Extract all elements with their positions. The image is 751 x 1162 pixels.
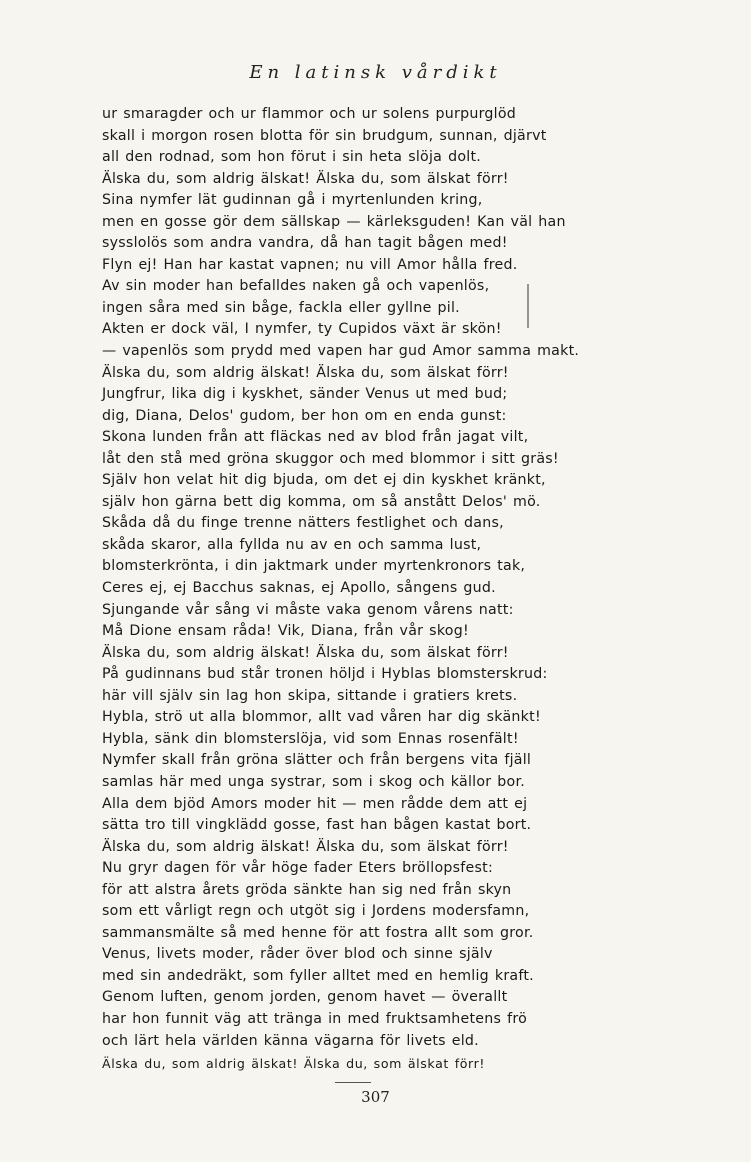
poem-line: samlas här med unga systrar, som i skog och källor bor. — [102, 773, 526, 790]
margin-mark — [527, 284, 529, 328]
poem-line: men en gosse gör dem sällskap — kärleksguden! Kan väl han — [102, 213, 566, 230]
poem-line: Akten er dock väl, I nymfer, ty Cupidos växt är skön! — [102, 321, 502, 338]
poem-line: Sina nymfer lät gudinnan gå i myrtenlunden kring, — [102, 192, 483, 209]
poem-line: ingen såra med sin båge, fackla eller gyllne pil. — [102, 299, 460, 316]
poem-line: och lärt hela världen känna vägarna för livets eld. — [102, 1032, 479, 1049]
poem-line: dig, Diana, Delos' gudom, ber hon om en enda gunst: — [102, 407, 507, 424]
poem-line: sammansmälte så med henne för att fostra allt som gror. — [102, 924, 534, 941]
poem-line: ur smaragder och ur flammor och ur solens purpurglöd — [102, 106, 517, 122]
poem-line: Genom luften, genom jorden, genom havet — överallt — [102, 989, 508, 1006]
poem-line: har hon funnit väg att tränga in med fruktsamhetens frö — [102, 1010, 528, 1027]
poem-line: låt den stå med gröna skuggor och med blommor i sitt gräs! — [102, 450, 559, 467]
poem-line: här vill själv sin lag hon skipa, sittande i gratiers krets. — [102, 687, 518, 704]
poem-line: sätta tro till vingklädd gosse, fast han bågen kastat bort. — [102, 817, 532, 834]
poem-line: Hybla, strö ut alla blommor, allt vad våren har dig skänkt! — [102, 709, 541, 726]
poem-line: Venus, livets moder, råder över blod och sinne själv — [102, 946, 493, 963]
poem-line: Älska du, som aldrig älskat! Älska du, som älskat förr! — [102, 170, 509, 187]
poem-line: Älska du, som aldrig älskat! Älska du, som älskat förr! — [102, 644, 509, 661]
poem-body — [102, 104, 742, 1075]
running-title: En latinsk vårdikt — [249, 62, 502, 83]
poem-line: som ett vårligt regn och utgöt sig i Jordens modersfamn, — [102, 903, 530, 920]
page-number: 307 — [361, 1088, 390, 1106]
poem-line: för att alstra årets gröda sänkte han sig ned från skyn — [102, 881, 512, 898]
poem-line: Må Dione ensam råda! Vik, Diana, från vår skog! — [102, 623, 469, 640]
poem-line: Ceres ej, ej Bacchus saknas, ej Apollo, sångens gud. — [102, 580, 496, 597]
poem-line: — vapenlös som prydd med vapen har gud Amor samma makt. — [102, 343, 580, 360]
poem-line: Älska du, som aldrig älskat! Älska du, som älskat förr! — [102, 1056, 486, 1072]
poem-line: Flyn ej! Han har kastat vapnen; nu vill Amor hålla fred. — [102, 256, 518, 273]
poem-line: skåda skaror, alla fyllda nu av en och samma lust, — [102, 536, 482, 553]
poem-line: Hybla, sänk din blomsterslöja, vid som Ennas rosenfält! — [102, 730, 519, 747]
poem-line: själv hon gärna bett dig komma, om så anstått Delos' mö. — [102, 493, 541, 510]
poem-line: med sin andedräkt, som fyller alltet med en hemlig kraft. — [102, 967, 534, 984]
poem-line: På gudinnans bud står tronen höljd i Hyblas blomsterskrud: — [102, 666, 548, 683]
poem-line: Av sin moder han befalldes naken gå och vapenlös, — [102, 278, 490, 295]
poem-line: Älska du, som aldrig älskat! Älska du, som älskat förr! — [102, 838, 509, 855]
poem-line: sysslolös som andra vandra, då han tagit bågen med! — [102, 235, 508, 252]
poem-line: Jungfrur, lika dig i kyskhet, sänder Venus ut med bud; — [102, 386, 508, 403]
poem-line: Skåda då du finge trenne nätters festlighet och dans, — [102, 515, 504, 532]
poem-line: skall i morgon rosen blotta för sin brudgum, sunnan, djärvt — [102, 127, 547, 144]
poem-line: Skona lunden från att fläckas ned av blod från jagat vilt, — [102, 429, 529, 446]
poem-line: all den rodnad, som hon förut i sin heta slöja dolt. — [102, 149, 482, 166]
poem-line: Sjungande vår sång vi måste vaka genom vårens natt: — [102, 601, 514, 618]
poem-line: blomsterkrönta, i din jaktmark under myrtenkronors tak, — [102, 558, 526, 575]
poem-line: Nu gryr dagen för vår höge fader Eters bröllopsfest: — [102, 860, 493, 877]
poem-line: Nymfer skall från gröna slätter och från bergens vita fjäll — [102, 752, 532, 769]
folio-rule — [335, 1082, 371, 1083]
poem-line: Älska du, som aldrig älskat! Älska du, som älskat förr! — [102, 364, 509, 381]
poem-line: Själv hon velat hit dig bjuda, om det ej din kyskhet kränkt, — [102, 472, 546, 489]
poem-line: Alla dem bjöd Amors moder hit — men rådde dem att ej — [102, 795, 528, 812]
